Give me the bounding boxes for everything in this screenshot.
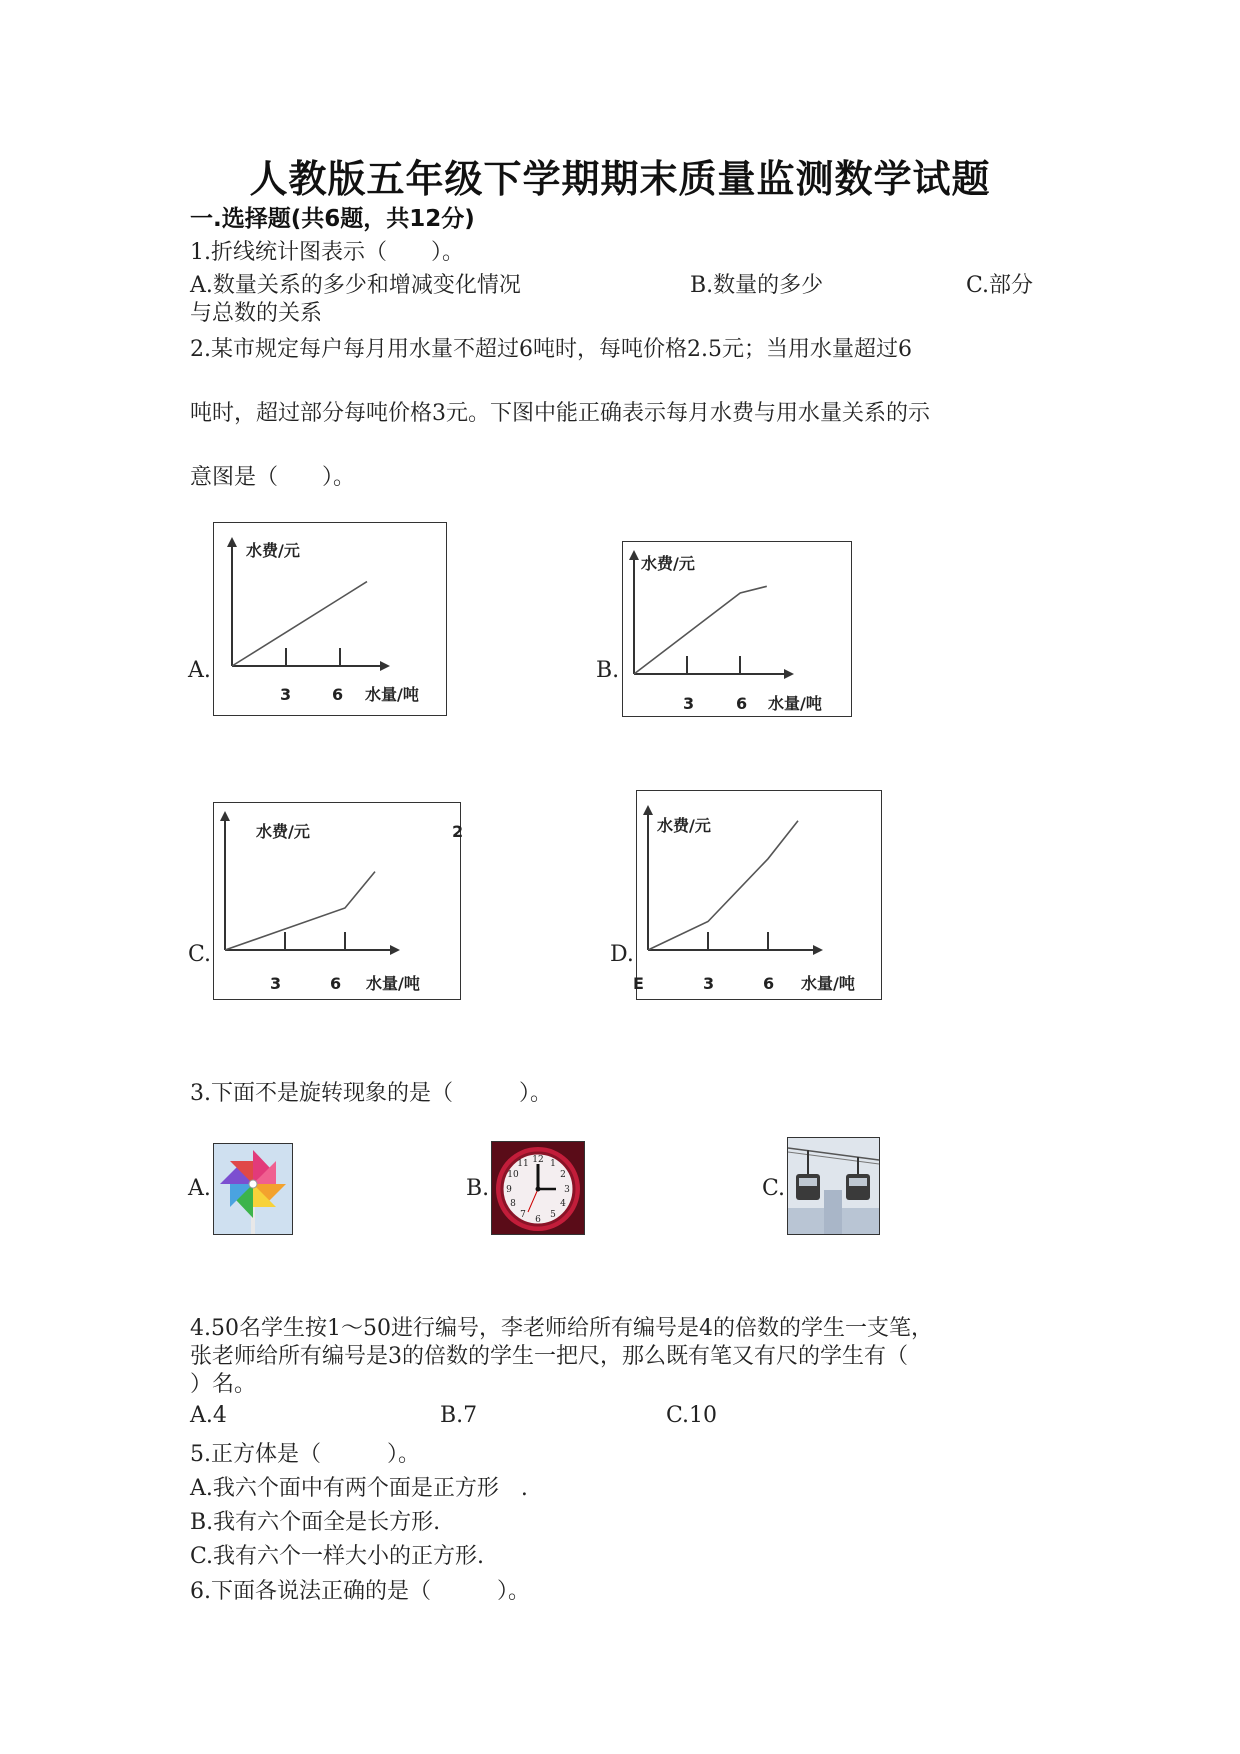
question-4-line-2: 张老师给所有编号是3的倍数的学生一把尺，那么既有笔又有尺的学生有（: [190, 1344, 908, 1369]
question-3-stem: 3.下面不是旋转现象的是（ ）。: [190, 1081, 552, 1106]
x-axis-arrow: [784, 669, 794, 679]
cable-car-icon: [788, 1138, 879, 1234]
svg-text:4: 4: [560, 1199, 566, 1209]
question-1-option-c: C.部分: [966, 273, 1034, 298]
question-1-option-a: A.数量关系的多少和增减变化情况: [190, 273, 521, 298]
clock-picture: [491, 1141, 585, 1235]
svg-text:9: 9: [506, 1185, 512, 1195]
question-5-option-a: A.我六个面中有两个面是正方形 .: [190, 1476, 528, 1501]
x-axis-arrow: [390, 945, 400, 955]
clock-icon: [492, 1142, 584, 1234]
question-2-line-2: 吨时，超过部分每吨价格3元。下图中能正确表示每月水费与用水量关系的示: [190, 401, 930, 426]
y-axis-arrow: [629, 550, 639, 560]
chart-b-series-line: [634, 586, 767, 674]
edge-glyph: 2: [452, 822, 464, 841]
question-3-option-c: C.: [762, 1176, 786, 1201]
question-5-option-c: C.我有六个一样大小的正方形.: [190, 1544, 485, 1569]
question-2-line-3: 意图是（ ）。: [190, 465, 356, 490]
question-1-option-c-cont: 与总数的关系: [190, 301, 323, 326]
question-4-line-3: ）名。: [190, 1372, 257, 1397]
x-axis-arrow: [380, 661, 390, 671]
svg-text:12: 12: [532, 1155, 544, 1165]
y-axis-label: 水费/元: [657, 816, 711, 835]
tick-label-3: 3: [280, 685, 292, 704]
y-axis-arrow: [227, 537, 237, 547]
svg-text:3: 3: [564, 1185, 570, 1195]
chart-d-series-line: [648, 821, 798, 950]
svg-text:5: 5: [550, 1210, 556, 1220]
question-5-option-b: B.我有六个面全是长方形.: [190, 1510, 441, 1535]
page-title: 人教版五年级下学期期末质量监测数学试题: [249, 157, 991, 201]
section-heading: 一.选择题(共6题，共12分): [190, 206, 475, 232]
edge-glyph: E: [633, 974, 644, 993]
chart-a: [213, 522, 447, 716]
question-3-option-b: B.: [466, 1176, 490, 1201]
tick-label-3: 3: [703, 974, 715, 993]
svg-text:2: 2: [560, 1170, 566, 1180]
chart-b-letter: B.: [596, 658, 620, 683]
question-1-stem: 1.折线统计图表示（ ）。: [190, 240, 464, 265]
question-3-option-a: A.: [188, 1176, 211, 1201]
question-6-stem: 6.下面各说法正确的是（ ）。: [190, 1579, 530, 1604]
question-1-option-b: B.数量的多少: [690, 273, 824, 298]
tick-label-6: 6: [330, 974, 342, 993]
tick-label-3: 3: [683, 694, 695, 713]
question-4-option-b: B.7: [440, 1403, 478, 1428]
chart-a-letter: A.: [188, 658, 211, 683]
chart-a-series-line: [232, 582, 367, 666]
y-axis-label: 水费/元: [256, 822, 310, 841]
x-axis-label: 水量/吨: [366, 974, 420, 993]
tick-label-6: 6: [763, 974, 775, 993]
y-axis-arrow: [643, 805, 653, 815]
svg-text:11: 11: [517, 1159, 529, 1169]
pinwheel-picture: [213, 1143, 293, 1235]
y-axis-arrow: [220, 811, 230, 821]
chart-c-series-line: [225, 872, 375, 950]
y-axis-label: 水费/元: [246, 541, 300, 560]
tick-label-3: 3: [270, 974, 282, 993]
question-2-line-1: 2.某市规定每户每月用水量不超过6吨时，每吨价格2.5元；当用水量超过6: [190, 337, 912, 362]
x-axis-arrow: [813, 945, 823, 955]
tick-label-6: 6: [736, 694, 748, 713]
question-4-option-c: C.10: [666, 1403, 718, 1428]
x-axis-label: 水量/吨: [768, 694, 822, 713]
question-5-stem: 5.正方体是（ ）。: [190, 1442, 420, 1467]
svg-text:7: 7: [520, 1210, 526, 1220]
pinwheel-icon: [214, 1144, 292, 1234]
svg-text:10: 10: [507, 1170, 519, 1180]
svg-text:8: 8: [510, 1199, 516, 1209]
chart-c-letter: C.: [188, 942, 212, 967]
question-4-option-a: A.4: [190, 1403, 227, 1428]
svg-text:1: 1: [550, 1159, 556, 1169]
question-4-line-1: 4.50名学生按1～50进行编号，李老师给所有编号是4的倍数的学生一支笔，: [190, 1316, 933, 1341]
x-axis-label: 水量/吨: [365, 685, 419, 704]
tick-label-6: 6: [332, 685, 344, 704]
x-axis-label: 水量/吨: [801, 974, 855, 993]
chart-c: [213, 802, 464, 1000]
y-axis-label: 水费/元: [641, 554, 695, 573]
chart-d: [633, 790, 882, 1000]
svg-text:6: 6: [535, 1215, 541, 1225]
chart-b: [622, 541, 852, 717]
chart-d-letter: D.: [610, 942, 634, 967]
cable-car-picture: [787, 1137, 880, 1235]
